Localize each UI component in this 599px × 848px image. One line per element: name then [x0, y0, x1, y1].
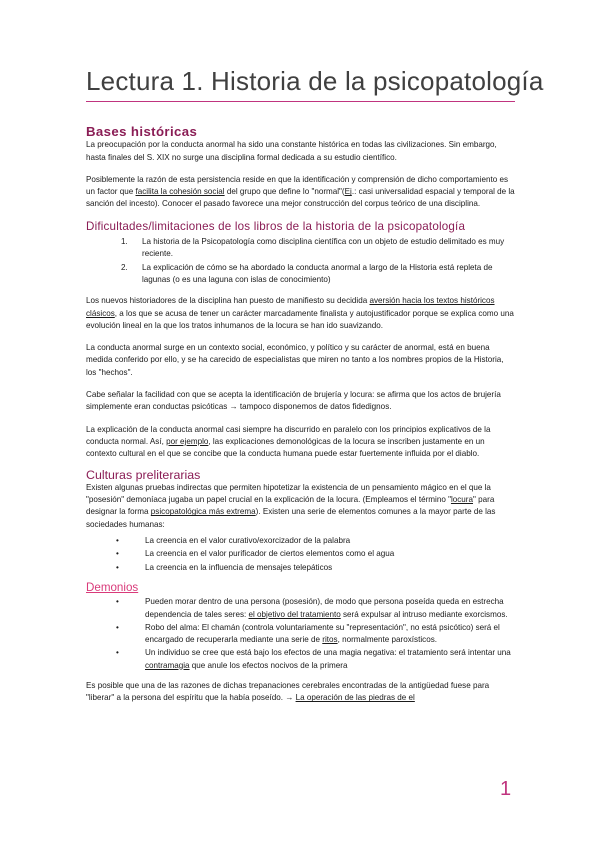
underlined-text: facilita la cohesión social: [135, 187, 225, 197]
underlined-text: psicopatológica más extrema: [150, 507, 256, 517]
paragraph: La conducta anormal surge en un contexto social, económico, y político y su carácter de anormal, está en buena medida conferido por ello, y se ha carecido de especialistas que miren no tanto a los nombres propios de la Historia, los "hechos".: [86, 343, 504, 377]
document-body: [86, 126, 516, 715]
list-item: 1. La historia de la Psicopatología como disciplina científica con un objeto de estudio delimitado es muy reciente.: [130, 236, 516, 261]
page-number: 1: [500, 778, 512, 800]
page-title: Lectura 1. Historia de la psicopatología: [86, 66, 544, 96]
list-item: • La creencia en el valor curativo/exorcizador de la palabra: [130, 535, 516, 547]
bullet-list: [86, 596, 516, 672]
underlined-text: La operación de las piedras de el: [295, 693, 415, 703]
list-item: 2. La explicación de cómo se ha abordado la conducta anormal a largo de la Historia está repleta de lagunas (o es una laguna con islas de conocimiento): [130, 262, 516, 287]
numbered-list: [86, 236, 516, 286]
underlined-text: ritos: [322, 635, 338, 645]
paragraph: Existen algunas pruebas indirectas que permiten hipotetizar la existencia de un pensamiento mágico en el que la "posesión" demoníaca jugaba un papel crucial en la explicación de la locura. (Empleamos el término "locura" para designar la forma psicopatológica más extrema). Existen una serie de elementos comunes a la mayor parte de las sociedades humanas:: [86, 482, 496, 529]
paragraph: Es posible que una de las razones de dichas trepanaciones cerebrales encontradas de la antigüedad fuese para "liberar" a la persona del espíritu que la había poseído. → La operación de las piedras de el: [86, 680, 490, 703]
paragraph: Cabe señalar la facilidad con que se acepta la identificación de brujería y locura: se afirma que los actos de brujería simplemente eran conductas psicóticas → tampoco disponemos de datos fidedignos.: [86, 390, 501, 412]
title-divider: [86, 101, 515, 102]
section-heading-dificultades: Dificultades/limitaciones de los libros de la historia de la psicopatología: [86, 219, 466, 233]
underlined-text: contramagia: [145, 660, 190, 670]
underlined-text: el objetivo del tratamiento: [248, 609, 341, 619]
section-heading-culturas: Culturas preliterarias: [86, 467, 201, 482]
paragraph: La preocupación por la conducta anormal ha sido una constante histórica en todas las civilizaciones. Sin embargo, hasta finales del S. XIX no surge una disciplina formal dedicada a su estudio científico.: [86, 140, 497, 162]
underlined-text: locura: [450, 495, 473, 505]
paragraph: Posiblemente la razón de esta persistencia reside en que la identificación y comprensión de dicho comportamiento es un factor que facilita la cohesión social del grupo que define lo "normal"(Ej.: casi universalidad espacial y temporal de la sanción del incesto). Conocer el pasado favorece una mejor construcción del corpus teórico de una disciplina.: [86, 174, 515, 209]
list-item: • La creencia en el valor purificador de ciertos elementos como el agua: [130, 548, 516, 560]
paragraph: La explicación de la conducta anormal casi siempre ha discurrido en paralelo con los principios explicativos de la conducta normal. Así, por ejemplo, las explicaciones demonológicas de la locura se inscriben justamente en un contexto cultural en el que se concibe que la conducta humana puede estar fuertemente influida por el diablo.: [86, 424, 491, 459]
underlined-text: aversión hacia los textos históricos clásicos: [86, 296, 495, 318]
list-item: • Pueden morar dentro de una persona (posesión), de modo que persona poseída queda en estrecha dependencia de tales seres: el objetivo del tratamiento será expulsar al intruso mediante exorcismos.: [130, 596, 516, 621]
list-item: • Un individuo se cree que está bajo los efectos de una magia negativa: el tratamiento será intentar una contramagia que anule los efectos nocivos de la primera: [130, 647, 516, 672]
list-item: • Robo del alma: El chamán (controla voluntariamente su "representación", no está psicótico) será el encargado de recuperarla mediante una serie de ritos, normalmente paroxísticos.: [130, 622, 516, 647]
underlined-text: Ej: [344, 187, 352, 197]
bullet-list: [86, 535, 516, 574]
list-item: • La creencia en la influencia de mensajes telepáticos: [130, 562, 516, 574]
section-heading-bases: Bases históricas: [86, 124, 198, 139]
section-heading-demonios: Demonios: [86, 580, 139, 594]
underlined-text: por ejemplo: [166, 436, 209, 446]
paragraph: Los nuevos historiadores de la disciplina han puesto de manifiesto su decidida aversión hacia los textos históricos clásicos, a los que se acusa de tener un carácter marcadamente finalista y autojustificador porque se explica como una evolución lineal en la que los tratos inhumanos de la locura se han ido suavizando.: [86, 296, 514, 330]
